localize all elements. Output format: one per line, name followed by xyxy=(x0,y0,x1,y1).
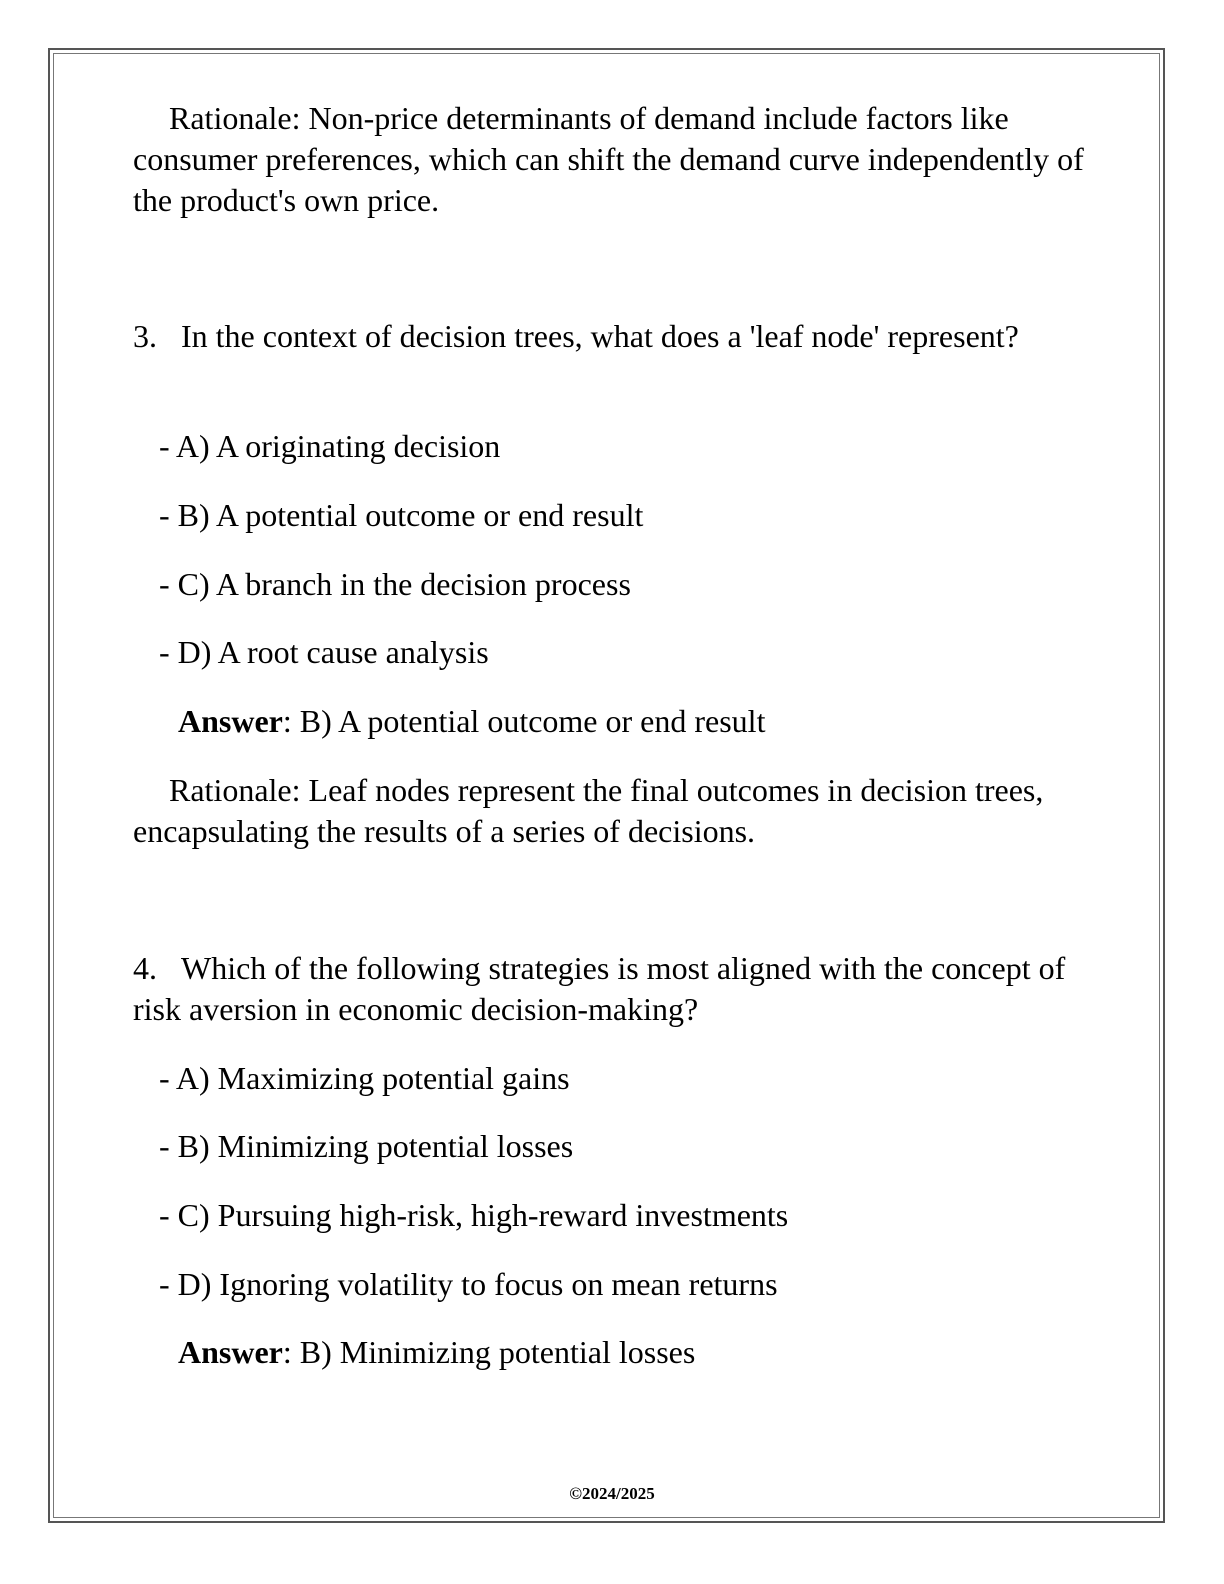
question-3-text: In the context of decision trees, what does a 'leaf node' represent? xyxy=(181,318,1019,354)
question-4-number: 4. xyxy=(133,950,157,986)
question-3-answer-text: : B) A potential outcome or end result xyxy=(282,703,766,739)
question-3-number: 3. xyxy=(133,318,157,354)
question-4-answer xyxy=(133,1332,1138,1373)
question-3-option-c: - C) A branch in the decision process xyxy=(159,566,631,602)
question-3 xyxy=(133,316,1093,357)
question-3-option-b: - B) A potential outcome or end result xyxy=(159,497,644,533)
question-4-option-b: - B) Minimizing potential losses xyxy=(159,1128,574,1164)
question-4-option-d: - D) Ignoring volatility to focus on mean returns xyxy=(159,1266,778,1302)
question-3-option-d: - D) A root cause analysis xyxy=(159,634,489,670)
question-3-rationale: Rationale: Leaf nodes represent the final outcomes in decision trees, encapsulating the results of a series of decisions. xyxy=(133,772,1044,849)
question-3-answer-label: Answer xyxy=(178,703,283,739)
question-4-answer-label: Answer xyxy=(178,1334,283,1370)
question-4-option-a: - A) Maximizing potential gains xyxy=(159,1060,570,1096)
question-4 xyxy=(133,948,1093,1030)
copyright-footer: ©2024/2025 xyxy=(569,1484,655,1503)
question-3-option-a: - A) A originating decision xyxy=(159,428,501,464)
question-4-answer-text: : B) Minimizing potential losses xyxy=(282,1334,696,1370)
question-4-option-c: - C) Pursuing high-risk, high-reward investments xyxy=(159,1197,789,1233)
rationale-previous: Rationale: Non-price determinants of demand include factors like consumer preferences, which can shift the demand curve independently of the product's own price. xyxy=(133,100,1084,218)
question-3-answer xyxy=(133,701,1138,742)
question-4-text: Which of the following strategies is most aligned with the concept of risk aversion in economic decision-making? xyxy=(133,950,1066,1027)
